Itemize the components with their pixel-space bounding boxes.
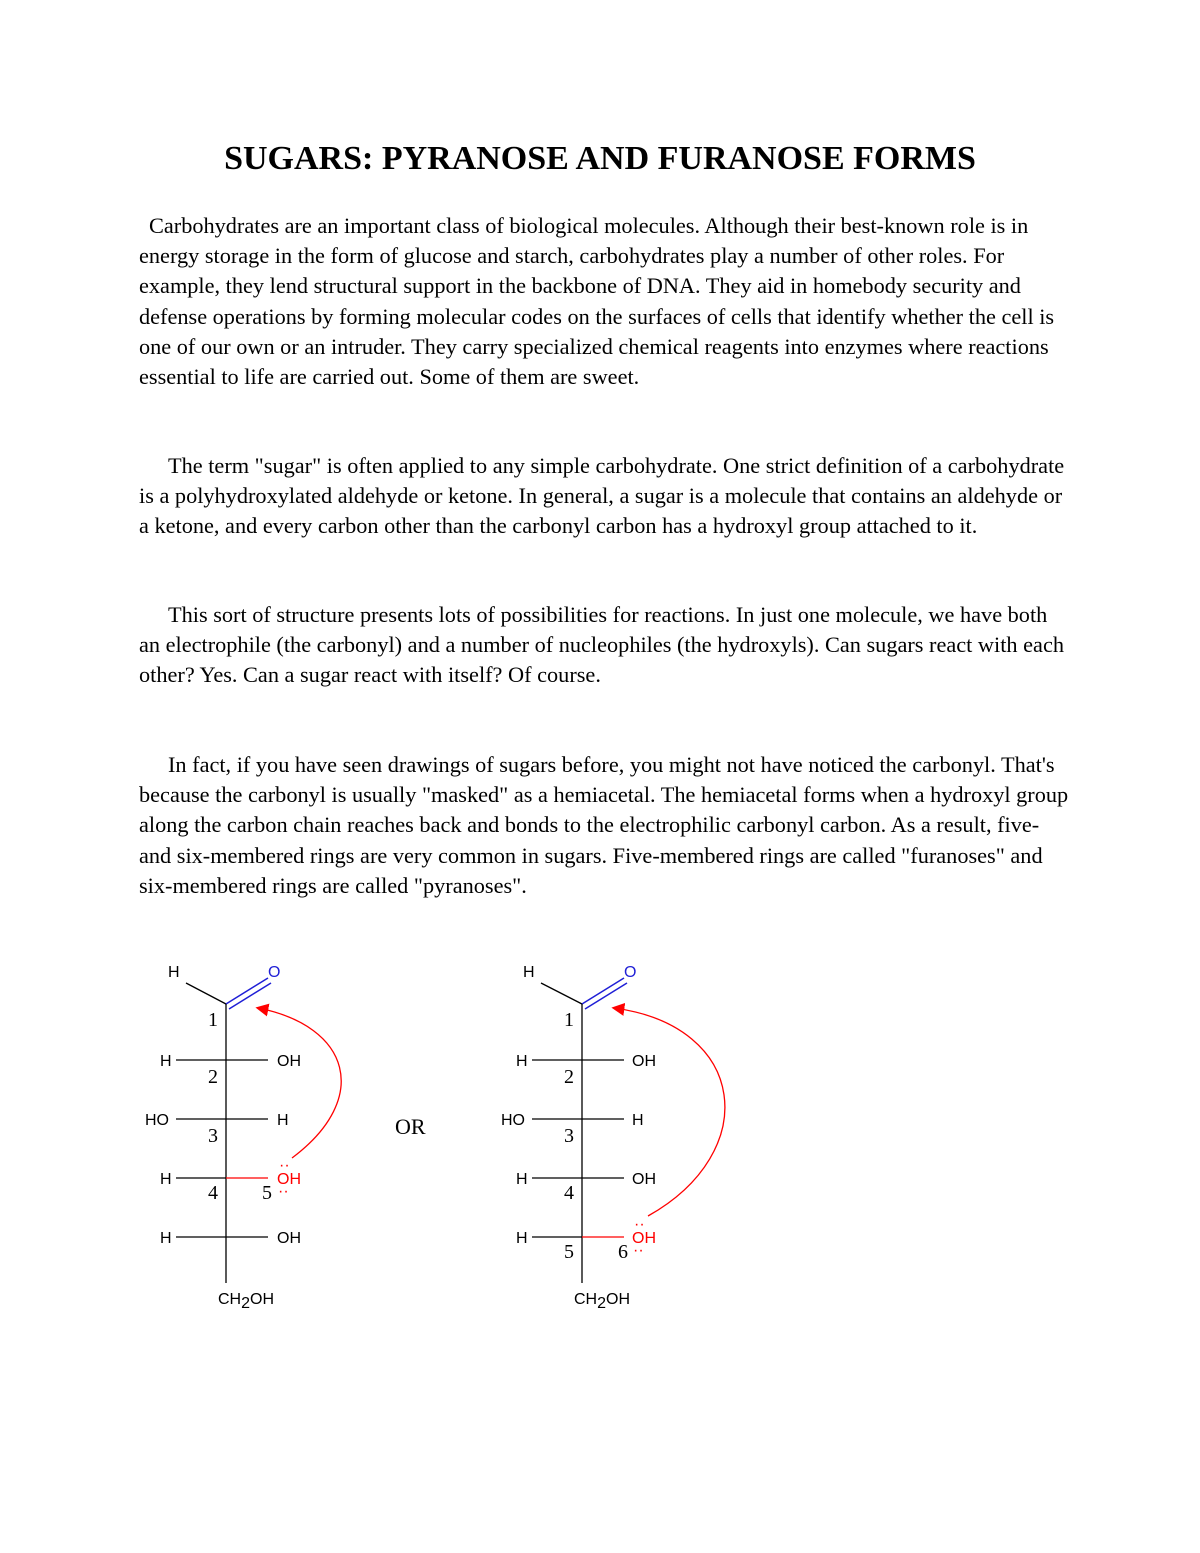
left-carbon-number-3: 3: [208, 1125, 218, 1147]
right-c2-oh-label: OH: [632, 1053, 656, 1070]
right-carbon-number-2: 2: [564, 1066, 574, 1088]
right-carbon-number-4: 4: [564, 1182, 574, 1204]
left-ch2oh-label: CH2OH: [218, 1291, 275, 1312]
left-c3-h-label: H: [277, 1112, 289, 1129]
right-lone-pair-side: ··: [633, 1242, 644, 1259]
paragraph-hemiacetal: In fact, if you have seen drawings of sugars before, you might not have noticed the carbonyl. That's because the carbonyl is usually "masked" as a hemiacetal. The hemiacetal forms when a hydroxyl group along the carbon chain reaches back and bonds to the electrophilic carbonyl carbon. As a result, five- and six-membered rings are very common in sugars. Five-membered rings are called "furanoses" and six-membered rings are called "pyranoses".: [139, 752, 1069, 898]
left-carbonyl-bond-1: [226, 978, 268, 1004]
right-carbon-number-3: 3: [564, 1125, 574, 1147]
left-carbon-number-2: 2: [208, 1066, 218, 1088]
left-c5-oh-label: OH: [277, 1230, 301, 1247]
left-c5-h-label: H: [160, 1230, 172, 1247]
right-c5-oh-label: OH: [632, 1230, 656, 1247]
right-fischer-structure: [501, 964, 725, 1312]
right-c4-oh-label: OH: [632, 1171, 656, 1188]
right-c3-h-label: H: [632, 1112, 644, 1129]
left-carbonyl-bond-2: [229, 983, 271, 1009]
paragraph-sugar-definition: The term "sugar" is often applied to any simple carbohydrate. One strict definition of a carbohydrate is a polyhydroxylated aldehyde or ketone. In general, a sugar is a molecule that contains an aldehyde or a ketone, and every carbon other than the carbonyl carbon has a hydroxyl group attached to it.: [139, 453, 1065, 539]
paragraph-intro: Carbohydrates are an important class of biological molecules. Although their best-known role is in energy storage in the form of glucose and starch, carbohydrates play a number of other roles. For example, they lend structural support in the backbone of DNA. They aid in homebody security and defense operations by forming molecular codes on the surfaces of cells that identify whether the cell is one of our own or an intruder. They carry specialized chemical reagents into enzymes where reactions essential to life are carried out. Some of them are sweet.: [139, 213, 1055, 390]
right-carbon-number-5: 5: [564, 1241, 574, 1263]
right-carbonyl-o-label: O: [624, 964, 637, 981]
right-lone-pair-top: ··: [634, 1216, 645, 1233]
right-c5-h-label: H: [516, 1230, 528, 1247]
left-lone-pair-top: ··: [279, 1157, 290, 1174]
right-ring-atom-number: 6: [618, 1241, 628, 1263]
paragraph-reactions: This sort of structure presents lots of possibilities for reactions. In just one molecule, we have both an electrophile (the carbonyl) and a number of nucleophiles (the hydroxyls). Can sugars react with each other? Yes. Can a sugar react with itself? Of course.: [139, 602, 1064, 688]
left-c2-oh-label: OH: [277, 1053, 301, 1070]
left-aldehyde-h-bond: [186, 983, 226, 1004]
left-c3-ho-label: HO: [145, 1112, 169, 1129]
right-carbon-number-1: 1: [564, 1009, 574, 1031]
right-attack-arrow: [614, 1008, 725, 1216]
left-carbon-number-4: 4: [208, 1182, 218, 1204]
left-c4-oh-label: OH: [277, 1171, 301, 1188]
left-fischer-structure: [145, 964, 341, 1312]
left-ring-atom-number: 5: [262, 1182, 272, 1204]
right-aldehyde-h-label: H: [523, 964, 535, 981]
left-attack-arrow: [258, 1008, 341, 1158]
right-c3-ho-label: HO: [501, 1112, 525, 1129]
right-c2-h-label: H: [516, 1053, 528, 1070]
right-carbonyl-bond-1: [582, 978, 624, 1004]
left-aldehyde-h-label: H: [168, 964, 180, 981]
left-c2-h-label: H: [160, 1053, 172, 1070]
or-separator: OR: [395, 1114, 426, 1139]
left-carbonyl-o-label: O: [268, 964, 281, 981]
right-aldehyde-h-bond: [541, 983, 582, 1004]
right-carbonyl-bond-2: [585, 983, 627, 1009]
right-c4-h-label: H: [516, 1171, 528, 1188]
left-lone-pair-side: ··: [278, 1183, 289, 1200]
page-title: SUGARS: PYRANOSE AND FURANOSE FORMS: [224, 140, 976, 177]
left-carbon-number-1: 1: [208, 1009, 218, 1031]
left-c4-h-label: H: [160, 1171, 172, 1188]
right-ch2oh-label: CH2OH: [574, 1291, 631, 1312]
